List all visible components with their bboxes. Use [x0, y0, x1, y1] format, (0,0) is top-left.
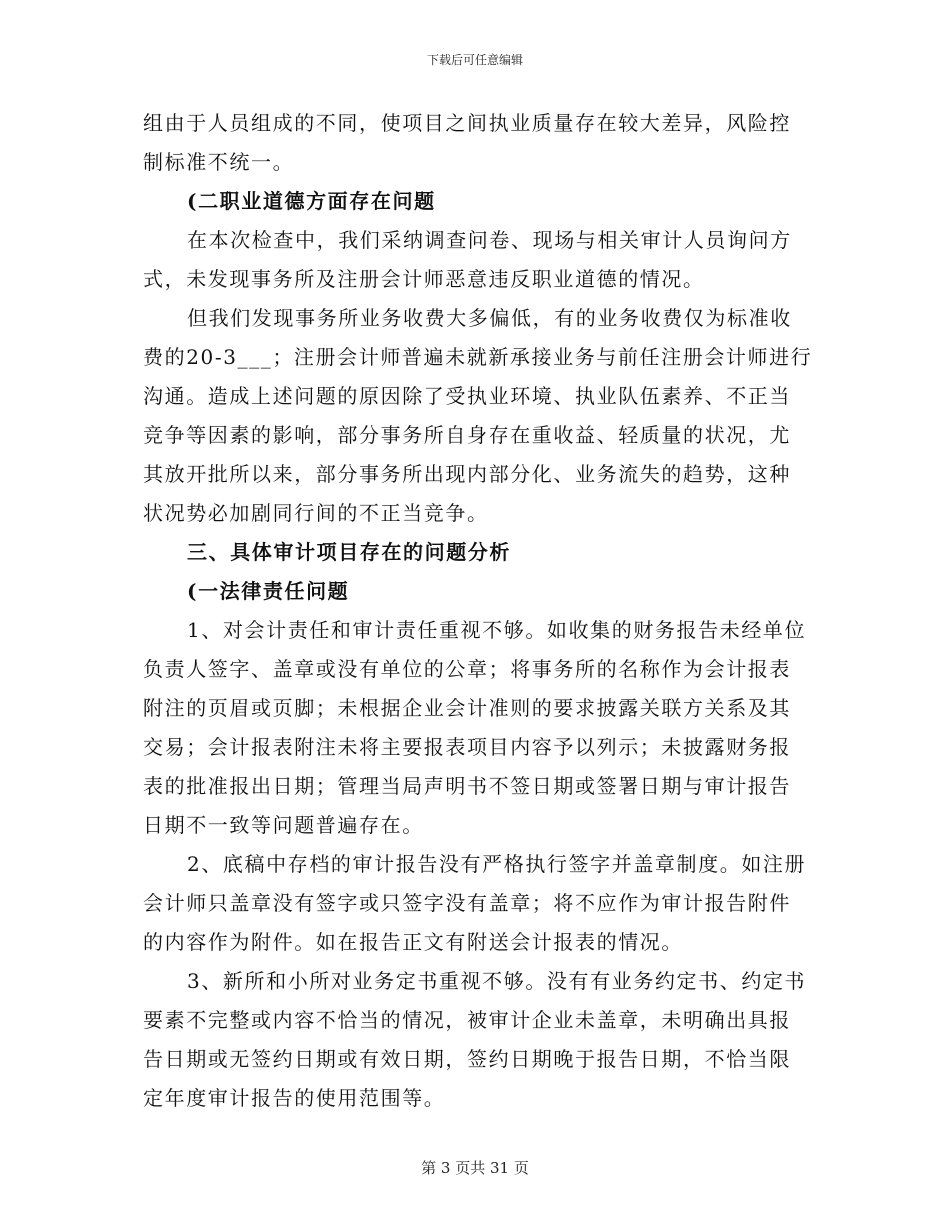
body-text-line: 负责人签字、盖章或没有单位的公章；将事务所的名称作为会计报表: [143, 657, 791, 681]
body-text-line: 的内容作为附件。如在报告正文有附送会计报表的情况。: [143, 930, 683, 954]
page-footer: 第 3 页共 31 页: [421, 1159, 529, 1177]
body-text-line: 式，未发现事务所及注册会计师恶意违反职业道德的情况。: [143, 267, 705, 291]
body-text-line: 告日期或无签约日期或有效日期，签约日期晚于报告日期，不恰当限: [143, 1047, 791, 1071]
section-heading: (二职业道德方面存在问题: [187, 189, 436, 213]
body-text-line: 3、新所和小所对业务定书重视不够。没有有业务约定书、约定书: [187, 969, 807, 993]
body-text-line: 定年度审计报告的使用范围等。: [143, 1086, 446, 1110]
body-text-line: 交易；会计报表附注未将主要报表项目内容予以列示；未披露财务报: [143, 735, 791, 759]
body-text-line: 会计师只盖章没有签字或只签字没有盖章；将不应作为审计报告附件: [143, 891, 791, 915]
document-body: [143, 104, 813, 1118]
body-text-line: 状况势必加剧同行间的不正当竞争。: [143, 501, 489, 525]
section-heading: 三、具体审计项目存在的问题分析: [187, 540, 511, 564]
body-text-line: 表的批准报出日期；管理当局声明书不签日期或签署日期与审计报告: [143, 774, 791, 798]
body-text-line: 要素不完整或内容不恰当的情况，被审计企业未盖章，未明确出具报: [143, 1008, 791, 1032]
body-text-line: 日期不一致等问题普遍存在。: [143, 813, 424, 837]
body-text-line: 组由于人员组成的不同，使项目之间执业质量存在较大差异，风险控: [143, 111, 791, 135]
body-text-line: 竞争等因素的影响，部分事务所自身存在重收益、轻质量的状况，尤: [143, 423, 791, 447]
page-header: 下载后可任意编辑: [426, 53, 523, 67]
body-text-line: 费的20-3___；注册会计师普遍未就新承接业务与前任注册会计师进行: [143, 345, 813, 369]
body-text-line: 制标准不统一。: [143, 150, 295, 174]
body-text-line: 附注的页眉或页脚；未根据企业会计准则的要求披露关联方关系及其: [143, 696, 791, 720]
section-heading: (一法律责任问题: [187, 579, 350, 603]
body-text-line: 沟通。造成上述问题的原因除了受执业环境、执业队伍素养、不正当: [143, 384, 791, 408]
body-text-line: 2、底稿中存档的审计报告没有严格执行签字并盖章制度。如注册: [187, 852, 807, 876]
body-text-line: 在本次检查中，我们采纳调查问卷、现场与相关审计人员询问方: [187, 228, 792, 252]
body-text-line: 1、对会计责任和审计责任重视不够。如收集的财务报告未经单位: [187, 618, 807, 642]
body-text-line: 其放开批所以来，部分事务所出现内部分化、业务流失的趋势，这种: [143, 462, 791, 486]
body-text-line: 但我们发现事务所业务收费大多偏低，有的业务收费仅为标准收: [187, 306, 792, 330]
